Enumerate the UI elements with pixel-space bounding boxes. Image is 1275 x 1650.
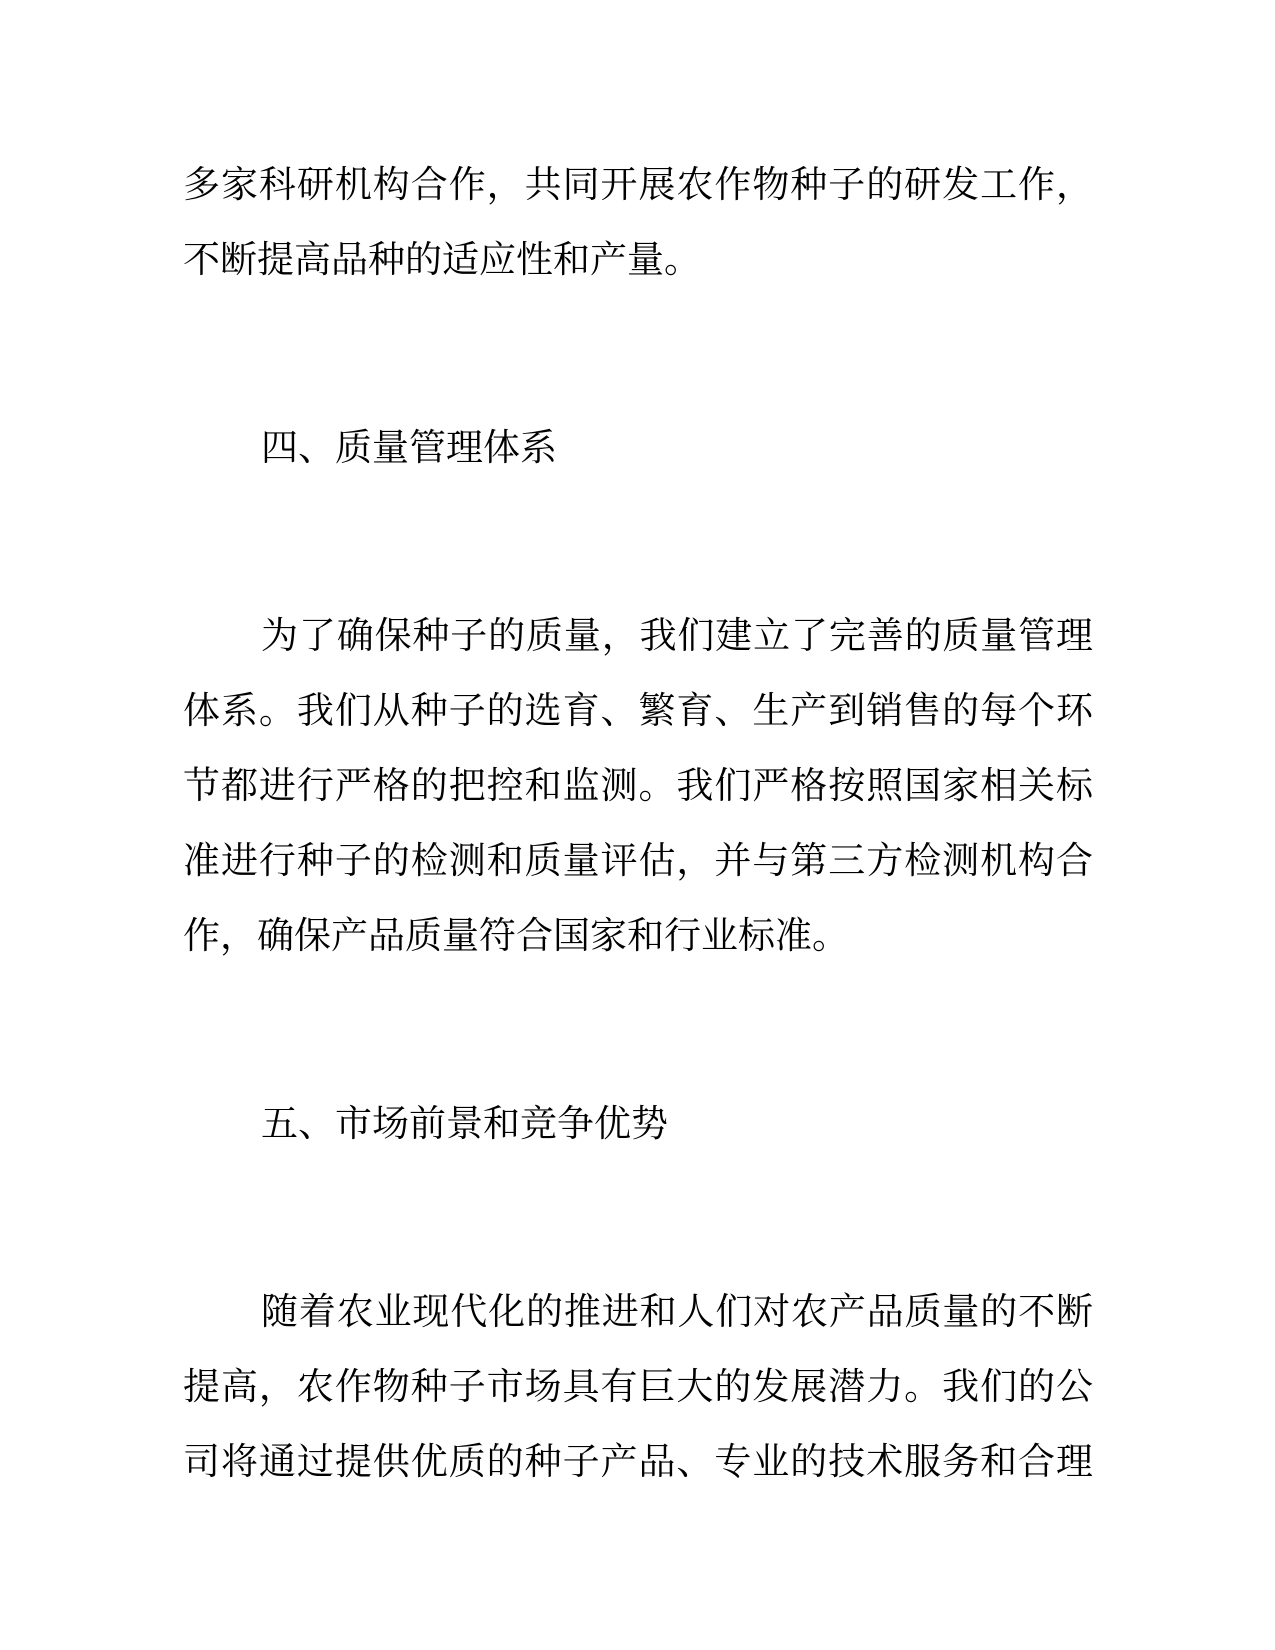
body-paragraph: 随着农业现代化的推进和人们对农产品质量的不断提高，农作物种子市场具有巨大的发展潜力。我们的公司将通过提供优质的种子产品、专业的技术服务和合理 <box>183 1291 1093 1482</box>
page-text-content <box>183 147 1093 1499</box>
section-heading: 四、质量管理体系 <box>261 427 557 468</box>
body-paragraph: 多家科研机构合作，共同开展农作物种子的研发工作，不断提高品种的适应性和产量。 <box>183 164 1093 280</box>
section-heading: 五、市场前景和竞争优势 <box>261 1103 668 1144</box>
body-paragraph: 为了确保种子的质量，我们建立了完善的质量管理体系。我们从种子的选育、繁育、生产到销售的每个环节都进行严格的把控和监测。我们严格按照国家相关标准进行种子的检测和质量评估，并与第三方检测机构合作，确保产品质量符合国家和行业标准。 <box>183 615 1093 956</box>
